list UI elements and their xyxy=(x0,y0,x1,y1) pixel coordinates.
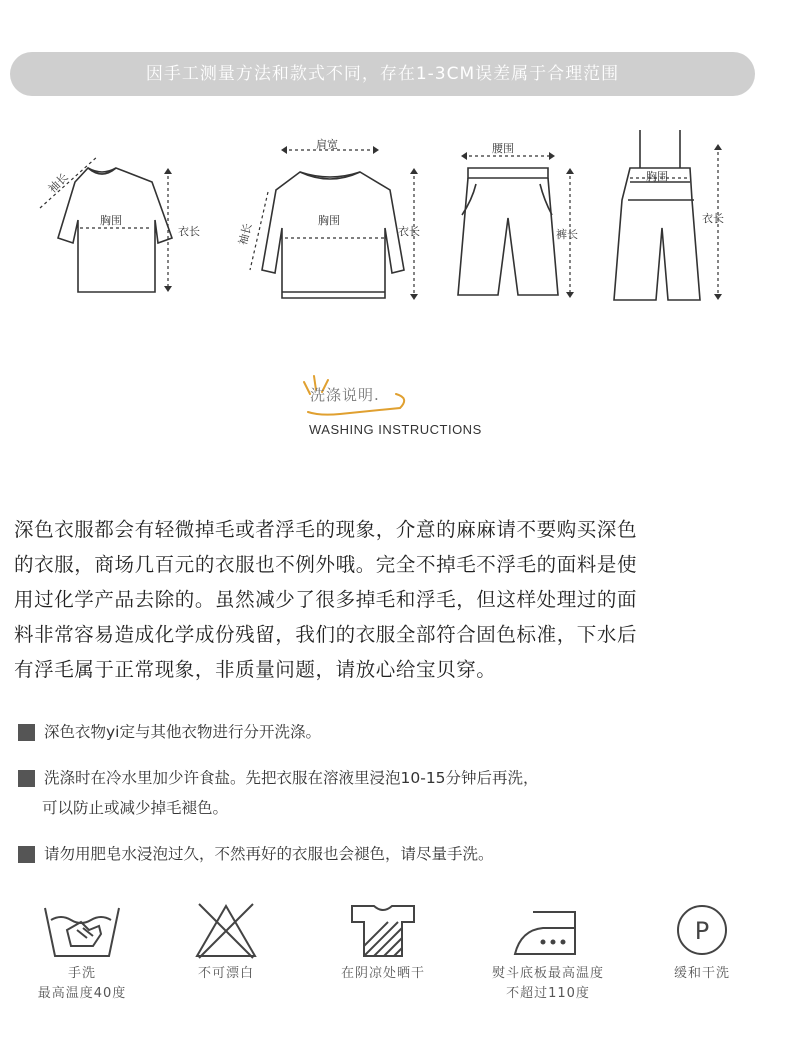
bullet-text: 洗涤时在冷水里加少许食盐。先把衣服在溶液里浸泡10-15分钟后再洗， xyxy=(44,769,539,787)
paragraph-line: 的衣服，商场几百元的衣服也不例外哦。完全不掉毛不浮毛的面料是使 xyxy=(14,553,638,576)
lint-notice-paragraph xyxy=(14,512,776,687)
shorts-diagram xyxy=(458,168,558,295)
paragraph-line: 有浮毛属于正常现象，非质量问题，请放心给宝贝穿。 xyxy=(14,658,497,681)
care-label-2: 最高温度40度 xyxy=(37,986,127,1001)
sweater-length-label: 衣长 xyxy=(398,225,420,238)
hand-wash-icon xyxy=(37,900,127,960)
dry-clean-letter: P xyxy=(694,917,710,945)
washing-title-en: WASHING INSTRUCTIONS xyxy=(309,422,482,437)
washing-title xyxy=(300,372,520,442)
care-label: 缓和干洗 xyxy=(673,966,730,981)
bullet-text: 请勿用肥皂水浸泡过久，不然再好的衣服也会褪色，请尽量手洗。 xyxy=(44,845,494,863)
bullet-text: 深色衣物yi定与其他衣物进行分开洗涤。 xyxy=(44,723,321,741)
sweater-chest-label: 胸围 xyxy=(318,214,340,227)
washing-title-cn: 洗涤说明. xyxy=(310,386,380,404)
bullet-text-continued: 可以防止或减少掉毛褪色。 xyxy=(42,799,229,817)
measurement-diagrams xyxy=(0,120,790,320)
care-label-2: 不超过110度 xyxy=(506,986,590,1001)
bullet-square-icon xyxy=(18,770,35,787)
paragraph-line: 料非常容易造成化学成份残留，我们的衣服全部符合固色标准，下水后 xyxy=(14,623,638,646)
care-item-hand-wash xyxy=(12,900,152,1004)
sweater-shoulder-label: 肩宽 xyxy=(316,138,338,151)
care-item-iron xyxy=(478,900,618,1004)
sweater-diagram xyxy=(262,172,404,298)
bullet-square-icon xyxy=(18,846,35,863)
sweater-sleeve-label: 袖长 xyxy=(236,221,255,247)
iron-icon xyxy=(503,900,593,960)
paragraph-line: 深色衣服都会有轻微掉毛或者浮毛的现象，介意的麻麻请不要购买深色 xyxy=(14,518,638,541)
overalls-diagram xyxy=(614,130,700,300)
care-label: 不可漂白 xyxy=(197,966,254,981)
paragraph-line: 用过化学产品去除的。虽然减少了很多掉毛和浮毛，但这样处理过的面 xyxy=(14,588,638,611)
care-item-dry-shade xyxy=(313,900,453,984)
overall-chest-label: 胸围 xyxy=(646,170,668,183)
tshirt-diagram xyxy=(58,168,172,292)
shorts-length-label: 裤长 xyxy=(556,228,578,241)
care-label: 在阴凉处晒干 xyxy=(340,966,425,981)
dry-in-shade-icon xyxy=(348,900,418,960)
tshirt-length-label: 衣长 xyxy=(178,225,200,238)
care-item-no-bleach xyxy=(156,900,296,984)
bullet-square-icon xyxy=(18,724,35,741)
shorts-waist-label: 腰围 xyxy=(492,142,514,155)
dry-clean-p-icon xyxy=(672,900,732,960)
care-label: 手洗 xyxy=(67,966,96,981)
overall-length-label: 衣长 xyxy=(702,212,724,225)
care-label: 熨斗底板最高温度 xyxy=(491,966,604,981)
no-bleach-icon xyxy=(191,900,261,960)
measurement-notice-banner: 因手工测量方法和款式不同，存在1-3CM误差属于合理范围 xyxy=(10,52,755,96)
tshirt-chest-label: 胸围 xyxy=(100,214,122,227)
care-item-dry-clean xyxy=(632,900,772,984)
tshirt-sleeve-label: 袖长 xyxy=(45,170,71,196)
